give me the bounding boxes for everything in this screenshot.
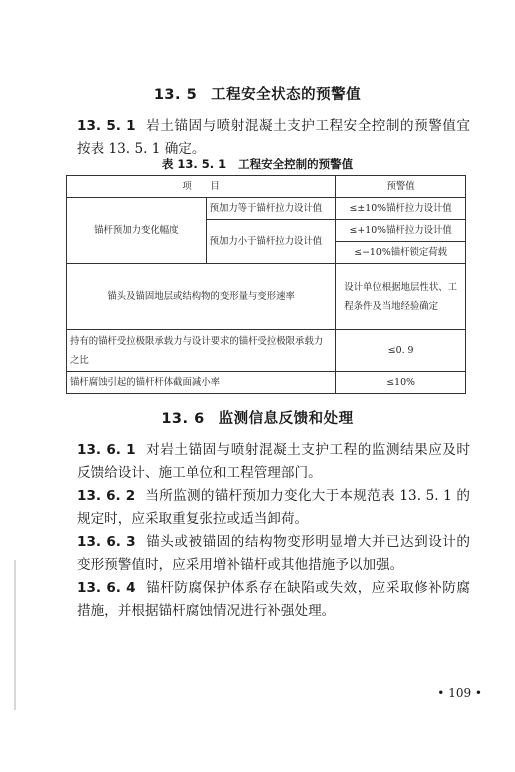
clause-text: 锚杆防腐保护体系存在缺陷或失效，应采取修补防腐措施，并根据锚杆腐蚀情况进行补强处理。 bbox=[77, 580, 470, 619]
table-number: 表 13. 5. 1 bbox=[161, 157, 227, 171]
row-value: ≤0. 9 bbox=[336, 330, 466, 372]
page-number: • 109 • bbox=[437, 686, 482, 700]
row-item-corrosion: 锚杆腐蚀引起的锚杆杆体截面减小率 bbox=[67, 372, 336, 394]
clause-text: 锚头或被锚固的结构物变形明显增大并已达到设计的变形预警值时，应采用增补锚杆或其他措施予以加强。 bbox=[77, 534, 470, 573]
table-title: 工程安全控制的预警值 bbox=[238, 157, 354, 171]
clause-number: 13. 6. 2 bbox=[77, 488, 136, 504]
clause-number: 13. 6. 3 bbox=[77, 534, 136, 550]
section-number: 13. 5 bbox=[153, 87, 198, 103]
clause-text: 当所监测的锚杆预加力变化大于本规范表 13. 5. 1 的规定时，应采取重复张拉或适当卸荷。 bbox=[77, 488, 470, 527]
row-value: ≤+10%锚杆拉力设计值 bbox=[336, 220, 466, 242]
clause-number: 13. 6. 1 bbox=[77, 442, 136, 458]
clause-13-6-1 bbox=[77, 439, 470, 485]
row-subitem-less: 预加力小于锚杆拉力设计值 bbox=[206, 220, 336, 264]
clause-number: 13. 5. 1 bbox=[77, 118, 136, 134]
clause-13-6-3 bbox=[77, 531, 470, 577]
clause-text: 对岩土锚固与喷射混凝土支护工程的监测结果应及时反馈给设计、施工单位和工程管理部门。 bbox=[77, 442, 470, 481]
section-number: 13. 6 bbox=[161, 411, 205, 427]
clause-13-5-1 bbox=[77, 115, 470, 161]
section-heading-13-6 bbox=[0, 407, 515, 428]
table-row bbox=[67, 372, 466, 394]
clause-number: 13. 6. 4 bbox=[77, 580, 136, 596]
table-caption bbox=[0, 156, 515, 172]
section-title: 监测信息反馈和处理 bbox=[218, 411, 354, 427]
table-row bbox=[67, 264, 466, 330]
table-row bbox=[67, 198, 466, 220]
warning-value-table bbox=[66, 175, 466, 394]
header-value: 预警值 bbox=[336, 176, 466, 198]
clause-text: 岩土锚固与喷射混凝土支护工程安全控制的预警值宜按表 13. 5. 1 确定。 bbox=[77, 118, 470, 157]
table-row bbox=[67, 330, 466, 372]
row-value: ≤±10%锚杆拉力设计值 bbox=[336, 198, 466, 220]
row-subitem-equal: 预加力等于锚杆拉力设计值 bbox=[206, 198, 336, 220]
clause-13-6-4 bbox=[77, 577, 470, 623]
row-item-capacity-ratio: 持有的锚杆受拉极限承载力与设计要求的锚杆受拉极限承载力之比 bbox=[67, 330, 336, 372]
section-title: 工程安全状态的预警值 bbox=[211, 87, 362, 103]
clause-13-6-2 bbox=[77, 485, 470, 531]
header-item: 项 目 bbox=[67, 176, 336, 198]
row-value: 设计单位根据地层性状、工程条件及当地经验确定 bbox=[336, 264, 466, 330]
row-value: ≤10% bbox=[336, 372, 466, 394]
section-heading-13-5 bbox=[0, 83, 515, 104]
table-header-row bbox=[67, 176, 466, 198]
row-item-deformation: 锚头及锚固地层或结构物的变形量与变形速率 bbox=[67, 264, 336, 330]
row-value: ≤−10%锚杆锁定荷载 bbox=[336, 242, 466, 264]
row-item-prestress: 锚杆预加力变化幅度 bbox=[67, 198, 207, 264]
